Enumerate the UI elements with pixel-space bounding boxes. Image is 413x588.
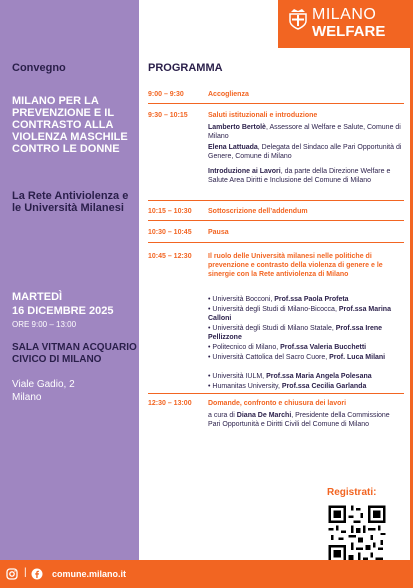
event-title: MILANO PER LA PREVENZIONE E IL CONTRASTO ALLA VIOLENZA MASCHILE CONTRO LE DONNE: [12, 95, 128, 155]
university: • Università IULM,: [208, 373, 267, 380]
instagram-icon[interactable]: [6, 568, 18, 580]
facebook-icon[interactable]: [31, 568, 43, 580]
list-item: [208, 343, 404, 352]
item-time: 9:00 – 9:30: [148, 91, 184, 98]
speaker-role: , Delegata del Sindaco alle Pari Opportunità di Genere, Comune di Milano: [208, 144, 402, 160]
program-title: PROGRAMMA: [148, 62, 223, 74]
footer-separator: |: [24, 567, 27, 578]
professor: Prof.ssa Valeria Bucchetti: [280, 344, 367, 351]
moderator-role: , Presidente della Commissione Pari Opportunità e Diritti Civili del Comune di Milano: [208, 412, 390, 428]
header-badge: [278, 0, 413, 48]
register-label: Registrati:: [327, 487, 377, 498]
item-time: 12:30 – 13:00: [148, 400, 192, 407]
list-item: [208, 382, 404, 391]
introduction: [208, 167, 404, 185]
divider: [148, 103, 404, 104]
list-item: [208, 305, 404, 323]
event-type-label: Convegno: [12, 62, 66, 74]
university: • Humanitas University,: [208, 383, 282, 390]
brand-line2: WELFARE: [312, 23, 386, 40]
item-title: Domande, confronto e chiusura dei lavori: [208, 400, 347, 407]
professor: Prof.ssa Irene Pellizzone: [208, 325, 383, 341]
professor: Prof.ssa Paola Profeta: [274, 296, 349, 303]
event-venue: SALA VITMAN ACQUARIO CIVICO DI MILANO: [12, 342, 137, 365]
divider: [148, 220, 404, 221]
event-time: ORE 9:00 – 13:00: [12, 320, 77, 329]
program-item: [148, 399, 404, 439]
brand-line1: MILANO: [312, 6, 377, 23]
professor: Prof.ssa Marina Calloni: [208, 306, 391, 322]
address-line2: Milano: [12, 392, 42, 403]
event-day: MARTEDÌ: [12, 291, 63, 303]
qr-code[interactable]: [326, 503, 388, 565]
list-item: [208, 295, 404, 304]
university: • Università Cattolica del Sacro Cuore,: [208, 354, 330, 361]
milano-coat-of-arms-icon: [288, 8, 308, 30]
speaker-2: [208, 143, 404, 161]
university: • Università degli Studi di Milano-Bicocca,: [208, 306, 339, 313]
professor: Prof.ssa Cecilia Garlanda: [281, 383, 367, 390]
item-time: 10:30 – 10:45: [148, 229, 192, 236]
divider: [148, 242, 404, 243]
item-title: Il ruolo delle Università milanesi nelle politiche di prevenzione e contrasto della violenza di genere e le sinergie con la Rete antiviolenza di Milano: [208, 253, 383, 278]
university: • Università Bocconi,: [208, 296, 275, 303]
item-title: Accoglienza: [208, 91, 249, 98]
item-title: Saluti istituzionali e introduzione: [208, 112, 318, 119]
intro-label: Introduzione ai Lavori: [208, 168, 281, 175]
speaker-name: Elena Lattuada: [208, 144, 258, 151]
top-spacer: [139, 0, 278, 48]
moderator-prefix: a cura di: [208, 412, 237, 419]
left-panel: [0, 0, 139, 560]
professor: Prof. Luca Milani: [329, 354, 386, 361]
professor: Prof.ssa Maria Angela Polesana: [266, 373, 372, 380]
speaker-role: , Assessore al Welfare e Salute, Comune di Milano: [208, 124, 401, 140]
program-item: [148, 111, 404, 199]
moderator: [208, 411, 404, 429]
speaker-name: Lamberto Bertolè: [208, 124, 266, 131]
list-item: [208, 372, 404, 381]
item-time: 10:45 – 12:30: [148, 253, 192, 260]
list-item: [208, 353, 404, 362]
divider: [148, 393, 404, 394]
divider: [148, 200, 404, 201]
list-item: [208, 324, 404, 342]
address-line1: Viale Gadio, 2: [12, 379, 75, 390]
item-time: 9:30 – 10:15: [148, 112, 188, 119]
event-date: 16 DICEMBRE 2025: [12, 305, 114, 317]
footer-website-link[interactable]: comune.milano.it: [52, 569, 127, 579]
university: • Politecnico di Milano,: [208, 344, 281, 351]
event-subtitle: La Rete Antiviolenza e le Università Milanesi: [12, 190, 129, 214]
university: • Università degli Studi di Milano Statale,: [208, 325, 336, 332]
moderator-name: Diana De Marchi: [236, 412, 292, 419]
speaker-1: [208, 123, 404, 141]
program-item: [148, 252, 404, 392]
intro-text: , da parte della Direzione Welfare e Salute Area Diritti e Inclusione del Comune di Milano: [208, 168, 391, 184]
item-title: Pausa: [208, 229, 229, 236]
item-title: Sottoscrizione dell’addendum: [208, 208, 308, 215]
item-time: 10:15 – 10:30: [148, 208, 192, 215]
